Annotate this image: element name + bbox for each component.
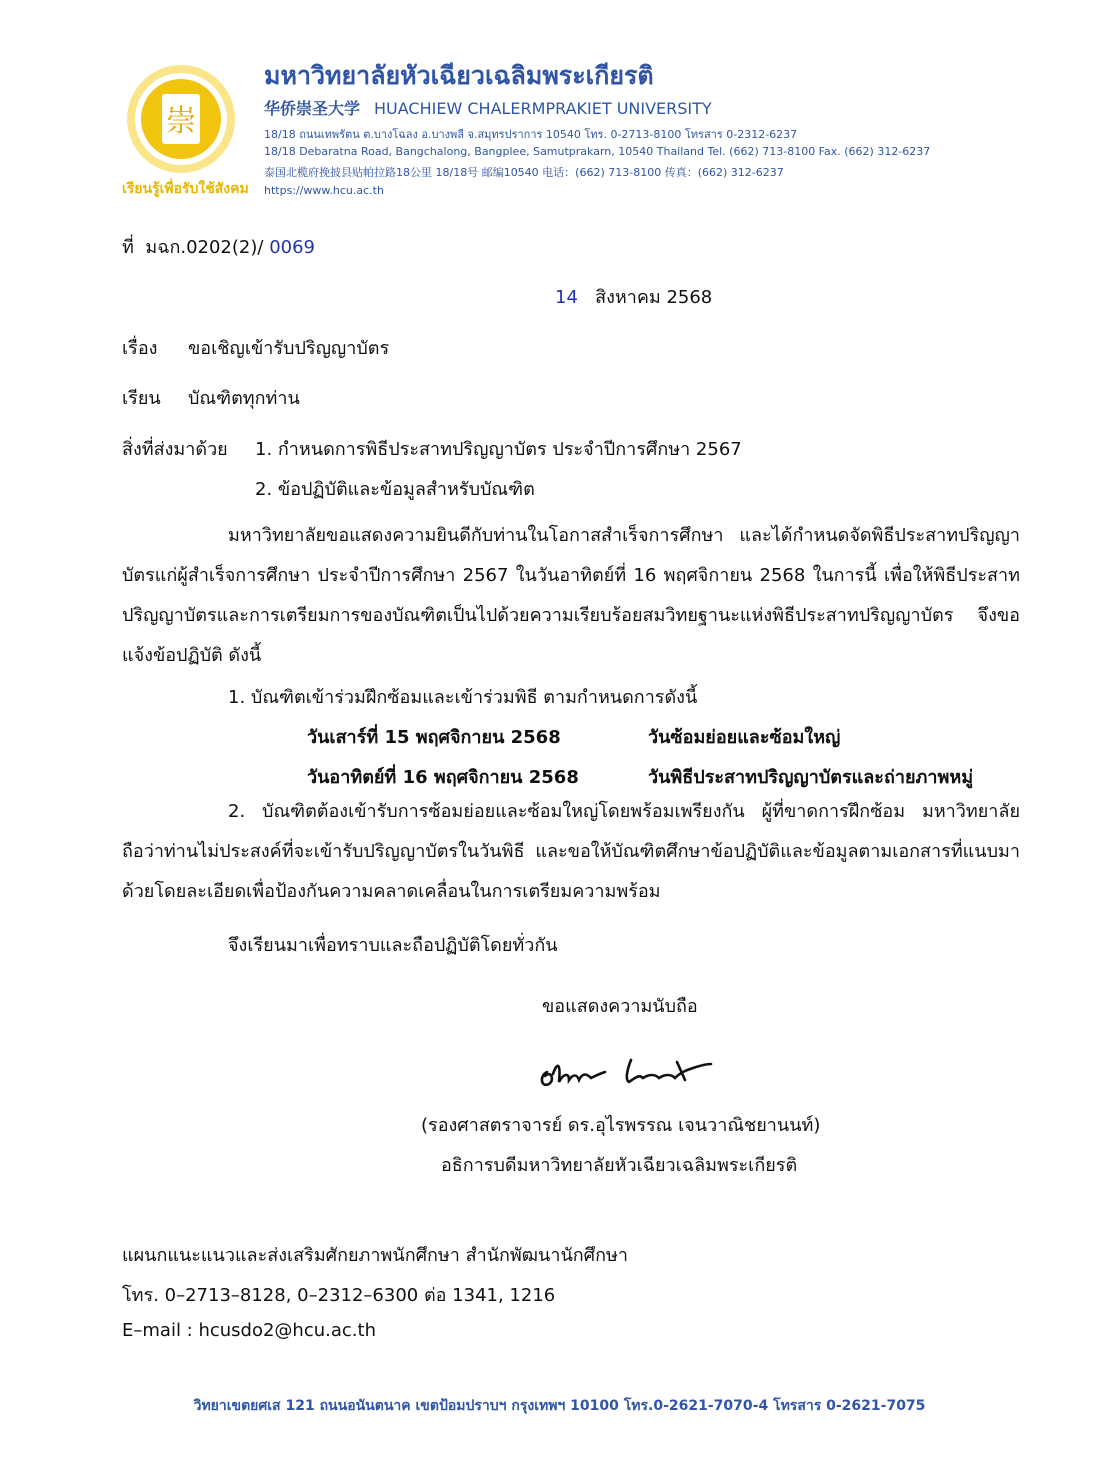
contact-email[interactable]: E–mail : hcusdo2@hcu.ac.th: [122, 1320, 376, 1341]
contact-phone: โทร. 0–2713–8128, 0–2312–6300 ต่อ 1341, 1216: [122, 1285, 556, 1306]
subject-text: ขอเชิญเข้ารับปริญญาบัตร: [188, 338, 390, 359]
university-website-link[interactable]: https://www.hcu.ac.th: [264, 184, 384, 197]
recipient-label: เรียน: [122, 388, 161, 409]
date-month-year: สิงหาคม 2568: [595, 287, 713, 308]
contact-office: แผนกแนะแนวและส่งเสริมศักยภาพนักศึกษา สำนักพัฒนานักศึกษา: [122, 1245, 628, 1266]
paragraph-item-2: 2. บัณฑิตต้องเข้ารับการซ้อมย่อยและซ้อมใหญ่โดยพร้อมเพรียงกัน ผู้ที่ขาดการฝึกซ้อม มหาวิทยาลัยถือว่าท่านไม่ประสงค์ที่จะเข้ารับปริญญาบัตรในวันพิธี และขอให้บัณฑิตศึกษาข้อปฏิบัติและข้อมูลตามเอกสารที่แนบมาด้วยโดยละเอียดเพื่อป้องกันความคลาดเคลื่อนในการเตรียมความพร้อม: [122, 801, 1020, 902]
enclosures-label: สิ่งที่ส่งมาด้วย: [122, 439, 228, 460]
date-day: 14: [555, 287, 578, 308]
university-name-line: [264, 96, 712, 119]
letter-date: [555, 282, 712, 311]
schedule-event-1: วันซ้อมย่อยและซ้อมใหญ่: [648, 727, 841, 748]
svg-text:崇: 崇: [166, 104, 196, 139]
enclosure-item-1: 1. กำหนดการพิธีประสาทปริญญาบัตร ประจำปีการศึกษา 2567: [255, 439, 742, 460]
reference-line: [122, 232, 315, 261]
closing-line: จึงเรียนมาเพื่อทราบและถือปฏิบัติโดยทั่วกัน: [228, 935, 558, 956]
address-thai: 18/18 ถนนเทพรัตน ต.บางโฉลง อ.บางพลี จ.สมุทรปราการ 10540 โทร. 0-2713-8100 โทรสาร 0-2312-6237: [264, 128, 798, 141]
university-name-chinese: 华侨崇圣大学: [264, 99, 361, 118]
reference-prefix: มฉก.0202(2)/: [145, 237, 264, 258]
signer-name: (รองศาสตราจารย์ ดร.อุไรพรรณ เจนวาณิชยานนท์): [421, 1115, 821, 1136]
schedule-date-1: วันเสาร์ที่ 15 พฤศจิกายน 2568: [307, 727, 561, 748]
handwritten-signature: [535, 1052, 715, 1094]
paragraph-intro: มหาวิทยาลัยขอแสดงความยินดีกับท่านในโอกาสสำเร็จการศึกษา และได้กำหนดจัดพิธีประสาทปริญญาบัตรแก่ผู้สำเร็จการศึกษา ประจำปีการศึกษา 2567 ในวันอาทิตย์ที่ 16 พฤศจิกายน 2568 ในการนี้ เพื่อให้พิธีประสาทปริญญาบัตรและการเตรียมการของบัณฑิตเป็นไปด้วยความเรียบร้อยสมวิทยฐานะแห่งพิธีประสาทปริญญาบัตร จึงขอแจ้งข้อปฏิบัติ ดังนี้: [122, 525, 1020, 666]
reference-number: 0069: [269, 237, 315, 258]
address-english: 18/18 Debaratna Road, Bangchalong, Bangplee, Samutprakarn, 10540 Thailand Tel. (662) 713-8100 Fax. (662) 312-6237: [264, 145, 931, 158]
signer-title: อธิการบดีมหาวิทยาลัยหัวเฉียวเฉลิมพระเกียรติ: [441, 1155, 798, 1176]
footer-address: วิทยาเขตยศเส 121 ถนนอนันตนาค เขตป้อมปราบฯ กรุงเทพฯ 10100 โทร.0-2621-7070-4 โทรสาร 0-2621-7075: [193, 1398, 926, 1414]
regards-text: ขอแสดงความนับถือ: [542, 996, 698, 1017]
university-seal-logo: [126, 64, 236, 174]
university-name-english: HUACHIEW CHALERMPRAKIET UNIVERSITY: [374, 99, 712, 118]
enclosure-item-2: 2. ข้อปฏิบัติและข้อมูลสำหรับบัณฑิต: [255, 479, 535, 500]
university-name-thai: มหาวิทยาลัยหัวเฉียวเฉลิมพระเกียรติ: [264, 61, 654, 90]
reference-label: ที่: [122, 237, 134, 258]
schedule-date-2: วันอาทิตย์ที่ 16 พฤศจิกายน 2568: [307, 767, 579, 788]
address-chinese: 泰国北榄府挽披县贴帕拉路18公里 18/18号 邮编10540 电话：(662) 713-8100 传真：(662) 312-6237: [264, 166, 784, 179]
item-1-text: 1. บัณฑิตเข้าร่วมฝึกซ้อมและเข้าร่วมพิธี ตามกำหนดการดังนี้: [228, 687, 698, 708]
subject-label: เรื่อง: [122, 338, 158, 359]
recipient-text: บัณฑิตทุกท่าน: [188, 388, 300, 409]
schedule-event-2: วันพิธีประสาทปริญญาบัตรและถ่ายภาพหมู่: [648, 767, 974, 788]
university-motto: เรียนรู้เพื่อรับใช้สังคม: [122, 181, 249, 197]
